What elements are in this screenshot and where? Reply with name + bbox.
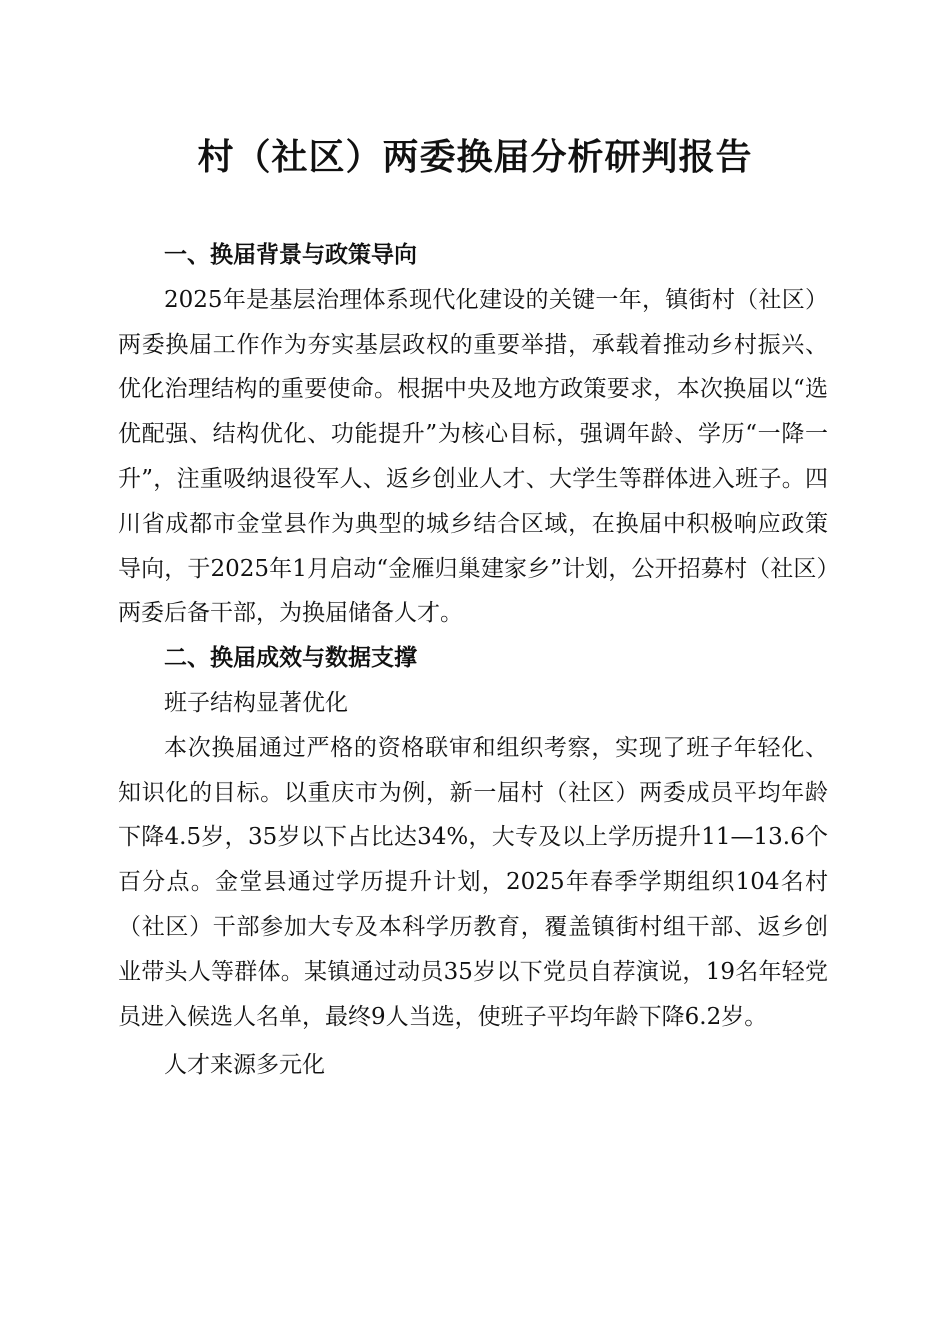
- document-body: [118, 233, 828, 1088]
- paragraph-background: 2025年是基层治理体系现代化建设的关键一年，镇街村（社区）两委换届工作作为夯实基层政权的重要举措，承载着推动乡村振兴、优化治理结构的重要使命。根据中央及地方政策要求，本次换届以“选优配强、结构优化、功能提升”为核心目标，强调年龄、学历“一降一升”，注重吸纳退役军人、返乡创业人才、大学生等群体进入班子。四川省成都市金堂县作为典型的城乡结合区域，在换届中积极响应政策导向，于2025年1月启动“金雁归巢建家乡”计划，公开招募村（社区）两委后备干部，为换届储备人才。: [118, 286, 828, 627]
- subheading-talent-diversification: 人才来源多元化: [164, 1052, 325, 1079]
- section-heading-results: 二、换届成效与数据支撑: [164, 645, 417, 672]
- section-heading-background: 一、换届背景与政策导向: [164, 242, 417, 268]
- subheading-structure-optimized: 班子结构显著优化: [164, 689, 348, 716]
- paragraph-structure-optimized: 本次换届通过严格的资格联审和组织考察，实现了班子年轻化、知识化的目标。以重庆市为例，新一届村（社区）两委成员平均年龄下降4.5岁，35岁以下占比达34%，大专及以上学历提升11—13.6个百分点。金堂县通过学历提升计划，2025年春季学期组织104名村（社区）干部参加大专及本科学历教育，覆盖镇街村组干部、返乡创业带头人等群体。某镇通过动员35岁以下党员自荐演说，19名年轻党员进入候选人名单，最终9人当选，使班子平均年龄下降6.2岁。: [118, 734, 828, 1030]
- document-title: 村（社区）两委换届分析研判报告: [197, 137, 753, 178]
